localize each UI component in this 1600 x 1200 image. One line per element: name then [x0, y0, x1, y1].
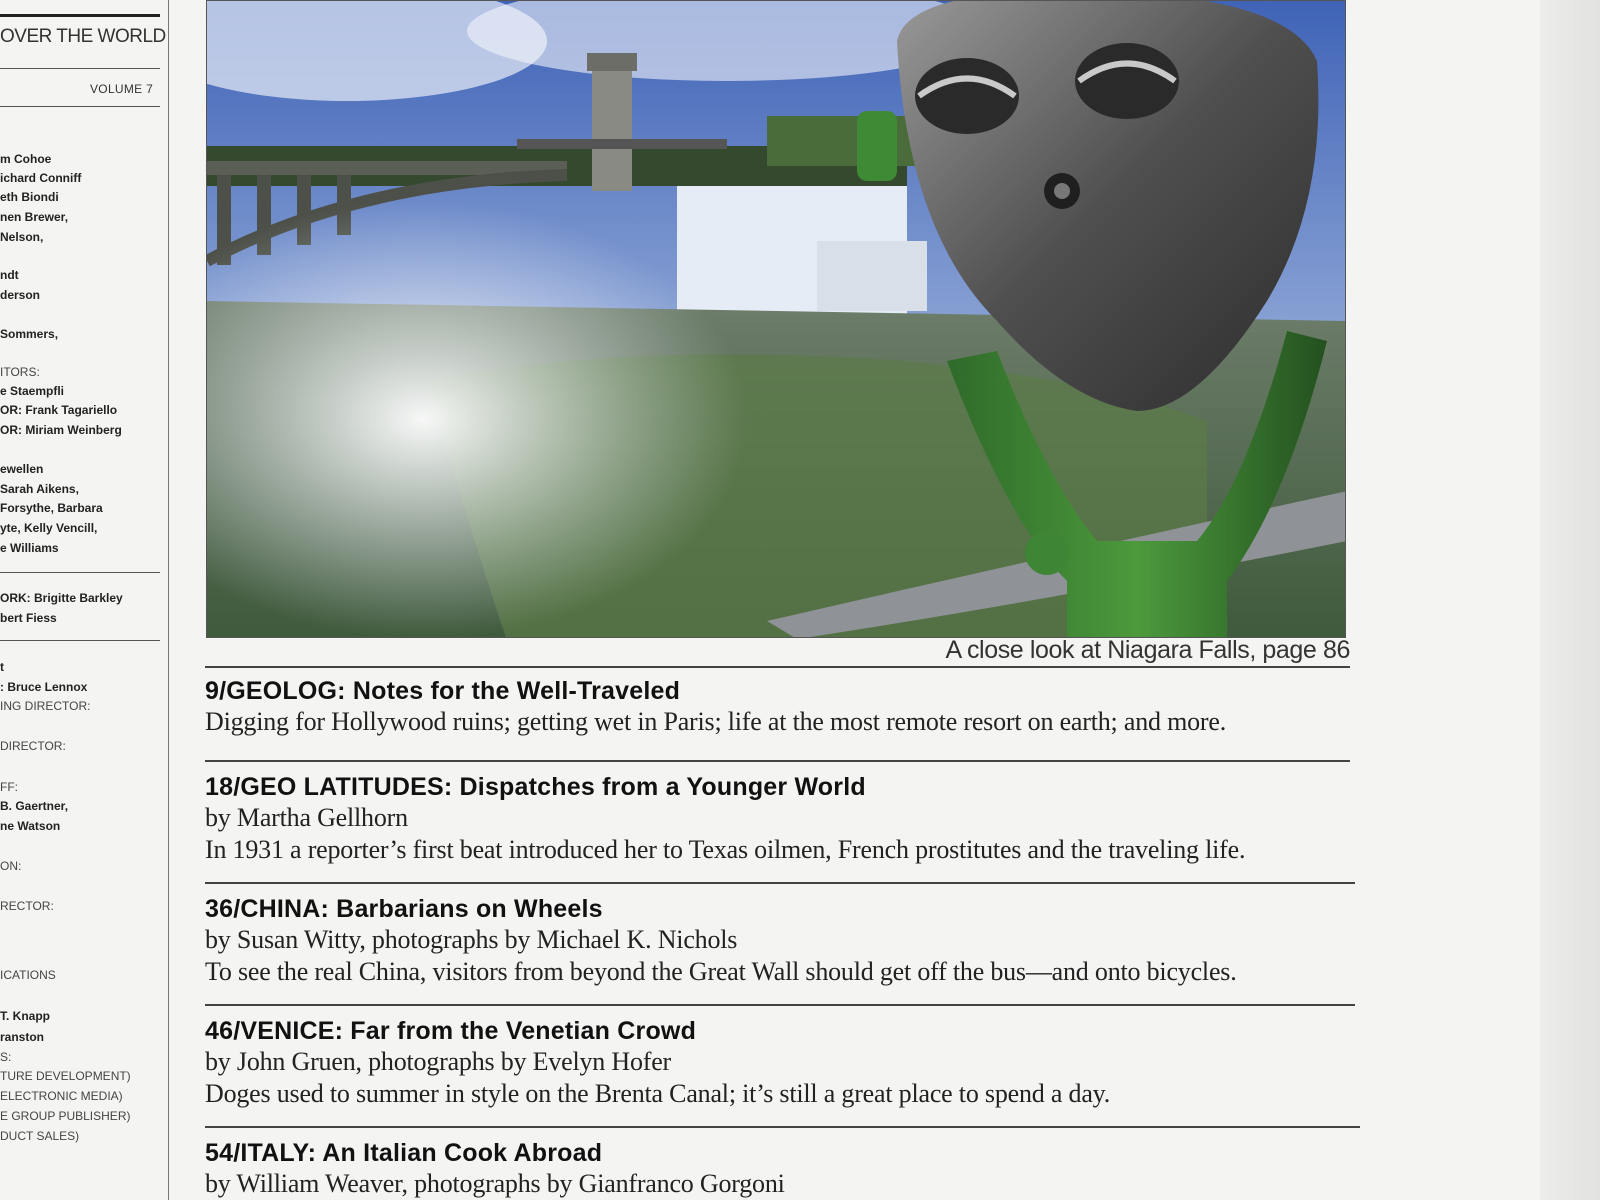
masthead-tagline: OVER THE WORLD [0, 26, 166, 47]
staff-line: Sommers, [0, 327, 59, 341]
masthead-rule [0, 68, 160, 69]
masthead-rule [0, 106, 160, 107]
volume-label: VOLUME 7 [90, 82, 154, 96]
staff-line: ranston [0, 1030, 45, 1044]
toc-entry-dek: Doges used to summer in style on the Brenta Canal; it’s still a great place to spend a day. [205, 1079, 1111, 1108]
staff-line: DUCT SALES) [0, 1129, 80, 1143]
toc-entry-title[interactable]: 46/VENICE: Far from the Venetian Crowd [205, 1017, 697, 1045]
staff-line: ITORS: [0, 365, 40, 379]
staff-line: OR: Miriam Weinberg [0, 423, 122, 437]
photo-caption: A close look at Niagara Falls, page 86 [945, 636, 1350, 664]
toc-entry-byline: by Martha Gellhorn [205, 803, 408, 832]
toc-entry-byline: by William Weaver, photographs by Gianfranco Gorgoni [205, 1169, 785, 1198]
staff-line: Sarah Aikens, [0, 482, 79, 496]
staff-line: nen Brewer, [0, 210, 69, 224]
staff-line: B. Gaertner, [0, 799, 69, 813]
toc-entry-dek: In 1931 a reporter’s first beat introduced her to Texas oilmen, French prostitutes and the traveling life. [205, 835, 1246, 864]
toc-rule [205, 882, 1355, 884]
toc-rule [205, 1126, 1360, 1128]
toc-entry-title[interactable]: 36/CHINA: Barbarians on Wheels [205, 895, 603, 923]
staff-line: Forsythe, Barbara [0, 501, 103, 515]
toc-entry-dek: Digging for Hollywood ruins; getting wet in Paris; life at the most remote resort on earth; and more. [205, 707, 1227, 736]
page-edge-shadow [1540, 0, 1600, 1200]
staff-line: OR: Frank Tagariello [0, 403, 118, 417]
staff-line: ewellen [0, 462, 44, 476]
staff-line: ndt [0, 268, 19, 282]
staff-line: ichard Conniff [0, 171, 82, 185]
toc-entry-china[interactable] [205, 894, 1237, 988]
toc-rule [205, 760, 1350, 762]
staff-line: S: [0, 1050, 12, 1064]
staff-line: ICATIONS [0, 968, 56, 982]
staff-line: E GROUP PUBLISHER) [0, 1109, 131, 1123]
toc-entry-dek: To see the real China, visitors from beyond the Great Wall should get off the bus—and onto bicycles. [205, 957, 1237, 986]
staff-line: e Staempfli [0, 384, 65, 398]
masthead-rule [0, 572, 160, 573]
staff-line: TURE DEVELOPMENT) [0, 1069, 131, 1083]
staff-line: FF: [0, 780, 18, 794]
staff-line: yte, Kelly Vencill, [0, 521, 98, 535]
staff-line: ORK: Brigitte Barkley [0, 591, 123, 605]
staff-line: T. Knapp [0, 1009, 50, 1023]
staff-line: derson [0, 288, 41, 302]
staff-line: m Cohoe [0, 152, 52, 166]
staff-line: t [0, 660, 4, 674]
toc-entry-geo-latitudes[interactable] [205, 772, 1245, 866]
magazine-logo-fragment [0, 0, 160, 17]
photo-illustration [207, 1, 1346, 638]
staff-line: bert Fiess [0, 611, 57, 625]
toc-entry-venice[interactable] [205, 1016, 1110, 1110]
masthead-rule [0, 640, 160, 641]
column-rule [168, 0, 169, 1200]
staff-line: Nelson, [0, 230, 44, 244]
staff-line: eth Biondi [0, 190, 59, 204]
toc-entry-title[interactable]: 54/ITALY: An Italian Cook Abroad [205, 1139, 603, 1167]
masthead-column [0, 0, 166, 1200]
toc-entry-byline: by Susan Witty, photographs by Michael K. Nichols [205, 925, 738, 954]
toc-entry-italy[interactable] [205, 1138, 785, 1200]
toc-entry-byline: by John Gruen, photographs by Evelyn Hofer [205, 1047, 672, 1076]
staff-line: ON: [0, 859, 22, 873]
staff-line: ING DIRECTOR: [0, 699, 91, 713]
toc-entry-title[interactable]: 9/GEOLOG: Notes for the Well-Traveled [205, 677, 681, 705]
toc-entry-title[interactable]: 18/GEO LATITUDES: Dispatches from a Younger World [205, 773, 866, 801]
toc-rule [205, 666, 1350, 668]
staff-line: RECTOR: [0, 899, 54, 913]
niagara-falls-photo [206, 0, 1346, 638]
toc-entry-geolog[interactable] [205, 676, 1226, 738]
toc-rule [205, 1004, 1355, 1006]
staff-line: DIRECTOR: [0, 739, 66, 753]
staff-line: ELECTRONIC MEDIA) [0, 1089, 123, 1103]
staff-line: : Bruce Lennox [0, 680, 88, 694]
staff-line: e Williams [0, 541, 59, 555]
staff-line: ne Watson [0, 819, 61, 833]
